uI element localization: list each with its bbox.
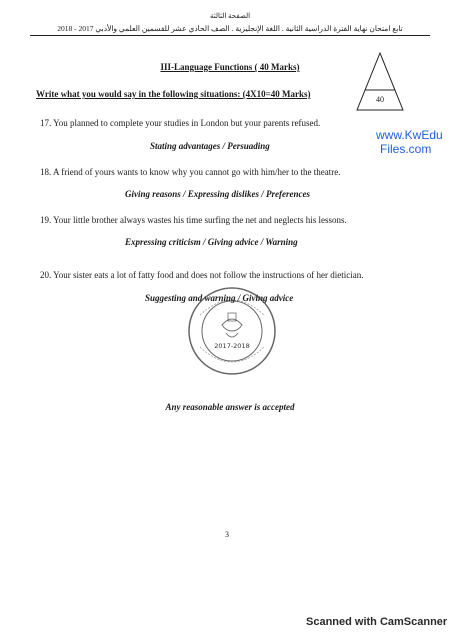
watermark-line-2: Files.com — [380, 142, 432, 156]
function-20: Suggesting and warning / Giving advice — [145, 293, 294, 303]
section-title: III-Language Functions ( 40 Marks) — [160, 62, 300, 72]
watermark-line-1: www.KwEdu — [376, 128, 443, 142]
page-number: 3 — [225, 530, 229, 539]
question-19: 19. Your little brother always wastes his time surfing the net and neglects his lessons. — [40, 215, 347, 225]
page-label-arabic: الصفحة الثالثة — [209, 12, 251, 20]
section-instruction: Write what you would say in the following situations: (4X10=40 Marks) — [36, 89, 311, 99]
answer-note: Any reasonable answer is accepted — [165, 402, 295, 412]
exam-header-line: تابع امتحان نهاية الفترة الدراسية الثانية . اللغة الإنجليزية . الصف الحادي عشر للقسمين العلمي والأدبي 2017 - 2018 — [30, 24, 430, 36]
site-watermark — [376, 128, 443, 156]
question-17: 17. You planned to complete your studies in London but your parents refused. — [40, 118, 321, 128]
question-20: 20. Your sister eats a lot of fatty food and does not follow the instructions of her dietician. — [40, 270, 364, 280]
function-19: Expressing criticism / Giving advice / Warning — [125, 237, 298, 247]
stamp-year: 2017-2018 — [214, 342, 250, 350]
question-18: 18. A friend of yours wants to know why you cannot go with him/her to the theatre. — [40, 167, 341, 177]
official-seal-stamp — [186, 285, 278, 377]
section-marks: 40 — [376, 95, 384, 104]
function-18: Giving reasons / Expressing dislikes / Preferences — [125, 189, 311, 199]
camscanner-label: Scanned with CamScanner — [306, 616, 448, 628]
function-17: Stating advantages / Persuading — [150, 141, 270, 151]
